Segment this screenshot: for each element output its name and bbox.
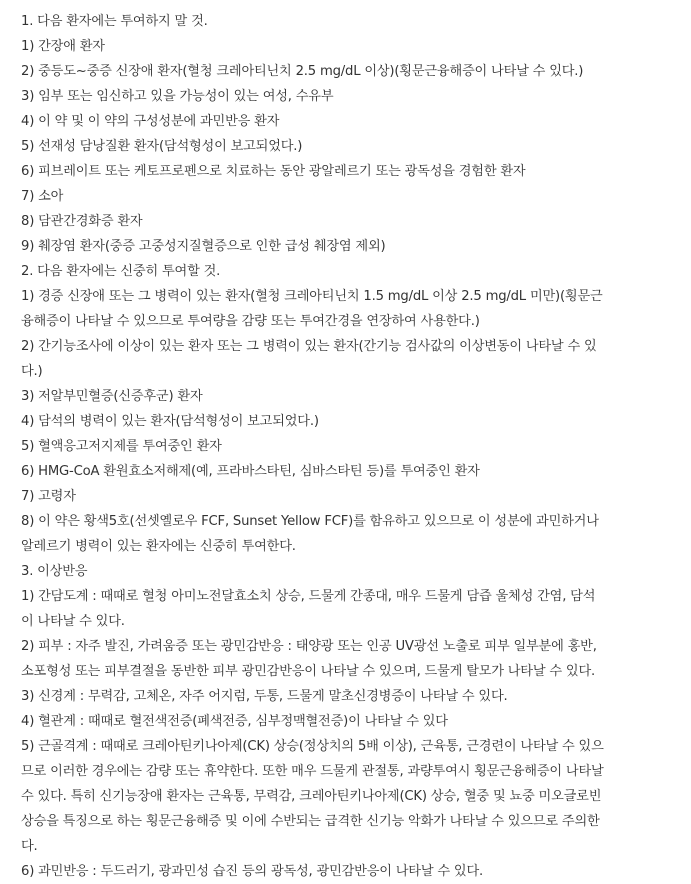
list-item-continuation: 융해증이 나타날 수 있으므로 투여량을 감량 또는 투여간경을 연장하여 사용한다.) [21, 314, 480, 329]
list-item: 7) 소아 [21, 189, 64, 204]
list-item: 6) HMG-CoA 환원효소저해제(예, 프라바스타틴, 심바스타틴 등)를 투여중인 환자 [21, 464, 480, 479]
list-item: 4) 담석의 병력이 있는 환자(담석형성이 보고되었다.) [21, 414, 319, 429]
list-item: 7) 고령자 [21, 489, 76, 504]
list-item-continuation: 다. [21, 839, 38, 854]
section-heading: 2. 다음 환자에는 신중히 투여할 것. [21, 264, 221, 279]
list-item: 6) 피브레이트 또는 케토프로펜으로 치료하는 동안 광알레르기 또는 광독성을 경험한 환자 [21, 164, 526, 179]
list-item: 1) 간장애 환자 [21, 39, 105, 54]
list-item: 8) 담관간경화증 환자 [21, 214, 143, 229]
list-item: 6) 과민반응 : 두드러기, 광과민성 습진 등의 광독성, 광민감반응이 나타날 수 있다. [21, 864, 483, 879]
list-item: 5) 혈액응고저지제를 투여중인 환자 [21, 439, 222, 454]
list-item: 9) 췌장염 환자(중증 고중성지질혈증으로 인한 급성 췌장염 제외) [21, 239, 386, 254]
list-item: 4) 이 약 및 이 약의 구성성분에 과민반응 환자 [21, 114, 280, 129]
list-item: 8) 이 약은 황색5호(선셋옐로우 FCF, Sunset Yellow FCF)를 함유하고 있으므로 이 성분에 과민하거나 [21, 514, 599, 529]
list-item: 3) 신경계 : 무력감, 고체온, 자주 어지럼, 두통, 드물게 말초신경병증이 나타날 수 있다. [21, 689, 508, 704]
list-item: 5) 선재성 담낭질환 환자(담석형성이 보고되었다.) [21, 139, 303, 154]
list-item-continuation: 알레르기 병력이 있는 환자에는 신중히 투여한다. [21, 539, 296, 554]
list-item: 2) 피부 : 자주 발진, 가려움증 또는 광민감반응 : 태양광 또는 인공 UV광선 노출로 피부 일부분에 홍반, [21, 639, 597, 654]
list-item: 1) 간담도계 : 때때로 혈청 아미노전달효소치 상승, 드물게 간종대, 매우 드물게 담즙 울체성 간염, 담석 [21, 589, 596, 604]
section-heading: 1. 다음 환자에는 투여하지 말 것. [21, 14, 208, 29]
list-item: 3) 임부 또는 임신하고 있을 가능성이 있는 여성, 수유부 [21, 89, 334, 104]
list-item: 1) 경증 신장애 또는 그 병력이 있는 환자(혈청 크레아티닌치 1.5 mg/dL 이상 2.5 mg/dL 미만)(횡문근 [21, 289, 603, 304]
list-item-continuation: 다.) [21, 364, 43, 379]
list-item: 5) 근골격계 : 때때로 크레아틴키나아제(CK) 상승(정상치의 5배 이상), 근육통, 근경련이 나타날 수 있으 [21, 739, 604, 754]
list-item-continuation: 소포형성 또는 피부결절을 동반한 피부 광민감반응이 나타날 수 있으며, 드물게 탈모가 나타날 수 있다. [21, 664, 595, 679]
list-item: 4) 혈관계 : 때때로 혈전색전증(폐색전증, 심부정맥혈전증)이 나타날 수 있다 [21, 714, 448, 729]
list-item-continuation: 므로 이러한 경우에는 감량 또는 휴약한다. 또한 매우 드물게 관절통, 과량투여시 횡문근융해증이 나타날 [21, 764, 604, 779]
list-item-continuation: 이 나타날 수 있다. [21, 614, 125, 629]
section-heading: 3. 이상반응 [21, 564, 88, 579]
list-item-continuation: 상승을 특징으로 하는 횡문근융해증 및 이에 수반되는 급격한 신기능 악화가 나타날 수 있으므로 주의한 [21, 814, 600, 829]
list-item: 3) 저알부민혈증(신증후군) 환자 [21, 389, 203, 404]
list-item-continuation: 수 있다. 특히 신기능장애 환자는 근육통, 무력감, 크레아틴키나아제(CK) 상승, 혈중 및 뇨중 미오글로빈 [21, 789, 602, 804]
list-item: 2) 간기능조사에 이상이 있는 환자 또는 그 병력이 있는 환자(간기능 검사값의 이상변동이 나타날 수 있 [21, 339, 597, 354]
list-item: 2) 중등도~중증 신장애 환자(혈청 크레아티닌치 2.5 mg/dL 이상)(횡문근융해증이 나타날 수 있다.) [21, 64, 584, 79]
